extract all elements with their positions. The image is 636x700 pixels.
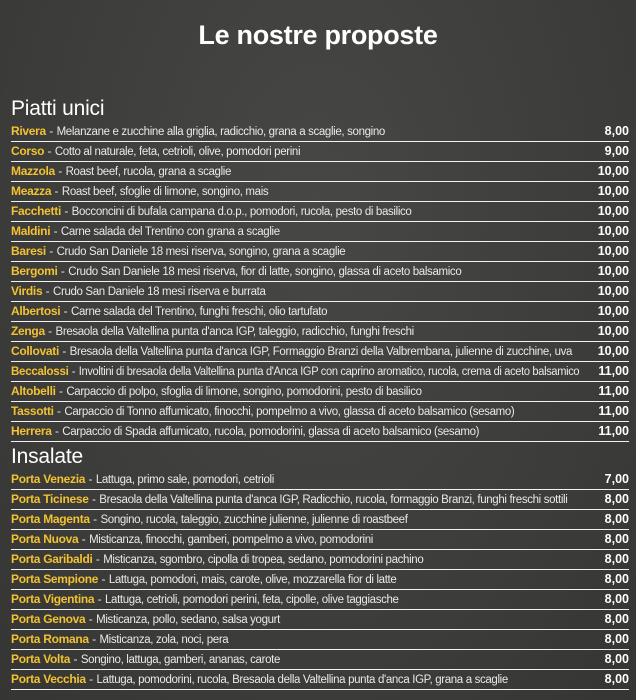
menu-item [11, 490, 629, 510]
dish-description: Carne salada del Trentino, funghi freschi, olio tartufato [70, 306, 328, 318]
menu-item-text [11, 570, 396, 589]
menu-item-text [11, 402, 514, 421]
dish-price: 10,00 [597, 344, 629, 358]
dish-description: Crudo San Daniele 18 mesi riserva e burrata [53, 286, 266, 298]
dish-name: Porta Romana [11, 632, 89, 646]
dish-price: 9,00 [604, 144, 629, 158]
dish-description: Carpaccio di Tonno affumicato, finocchi, pompelmo a vivo, glassa di aceto balsamico (sesamo) [64, 406, 515, 418]
dish-name: Porta Garibaldi [11, 552, 93, 566]
dish-separator: - [51, 424, 63, 438]
menu-item [11, 630, 629, 650]
menu-item-text [11, 630, 228, 649]
menu-item-text [11, 550, 423, 569]
dish-separator: - [68, 364, 79, 378]
dish-description: Crudo San Daniele 18 mesi riserva, songino, grana a scaglie [56, 246, 346, 258]
dish-price: 10,00 [597, 264, 629, 278]
dish-separator: - [98, 572, 109, 586]
dish-description: Lattuga, cetrioli, pomodori perini, feta, cipolle, olive taggiasche [104, 594, 399, 606]
dish-description: Songino, lattuga, gamberi, ananas, carote [80, 654, 281, 666]
dish-separator: - [89, 512, 101, 526]
menu-item-text [11, 302, 327, 321]
dish-price: 8,00 [604, 612, 629, 626]
menu-item [11, 570, 629, 590]
menu-item [11, 302, 629, 322]
dish-separator: - [51, 184, 62, 198]
dish-name: Porta Venezia [11, 472, 86, 486]
dish-name: Beccalossi [11, 364, 69, 378]
dish-price: 8,00 [604, 632, 629, 646]
dish-separator: - [45, 124, 57, 138]
dish-separator: - [60, 204, 72, 218]
dish-description: Involtini di bresaola della Valtellina punta d'Anca IGP con caprino aromatico, rucola, crema di aceto balsamico [78, 366, 580, 378]
section-piatti-unici [11, 96, 629, 442]
dish-price: 8,00 [604, 492, 629, 506]
dish-price: 8,00 [604, 592, 629, 606]
menu-item [11, 530, 629, 550]
menu-list [11, 122, 629, 442]
menu-item [11, 122, 629, 142]
dish-separator: - [88, 492, 100, 506]
dish-separator: - [42, 284, 54, 298]
dish-name: Maldini [11, 224, 51, 238]
dish-name: Porta Volta [11, 652, 71, 666]
dish-price: 11,00 [598, 404, 629, 418]
dish-price: 10,00 [597, 324, 629, 338]
dish-price: 8,00 [604, 652, 629, 666]
menu-item-text [11, 650, 280, 669]
menu-item [11, 670, 629, 690]
menu-item [11, 422, 629, 442]
dish-price: 10,00 [597, 304, 629, 318]
menu-item-text [11, 510, 408, 529]
dish-description: Roast beef, rucola, grana a scaglie [65, 166, 232, 178]
dish-name: Mazzola [11, 164, 55, 178]
menu-item-text [11, 122, 385, 141]
menu-item-text [11, 590, 399, 609]
page-title: Le nostre proposte [198, 20, 438, 50]
dish-name: Porta Nuova [11, 532, 79, 546]
dish-price: 11,00 [598, 364, 629, 378]
menu-item [11, 550, 629, 570]
dish-description: Lattuga, pomodori, mais, carote, olive, mozzarella fior di latte [108, 574, 397, 586]
dish-name: Albertosi [11, 304, 61, 318]
menu-item-text [11, 422, 479, 441]
section-insalate [11, 444, 629, 690]
dish-separator: - [85, 672, 97, 686]
menu-item-text [11, 162, 231, 181]
dish-price: 8,00 [604, 124, 629, 138]
menu-item [11, 590, 629, 610]
dish-price: 10,00 [597, 164, 629, 178]
menu-item [11, 402, 629, 422]
dish-separator: - [92, 552, 104, 566]
dish-name: Baresi [11, 244, 46, 258]
dish-price: 8,00 [604, 532, 629, 546]
dish-name: Porta Genova [11, 612, 86, 626]
dish-description: Roast beef, sfoglie di limone, songino, mais [61, 186, 269, 198]
menu-item [11, 182, 629, 202]
menu-item-text [11, 282, 266, 301]
dish-price: 11,00 [598, 384, 629, 398]
dish-name: Tassotti [11, 404, 54, 418]
menu-item [11, 262, 629, 282]
menu-item [11, 242, 629, 262]
section-title: Insalate [11, 445, 83, 468]
menu-item-text [11, 222, 280, 241]
menu-item-text [11, 342, 572, 361]
dish-price: 10,00 [597, 244, 629, 258]
dish-price: 7,00 [604, 472, 629, 486]
menu-item-text [11, 490, 567, 509]
dish-separator: - [55, 384, 67, 398]
dish-description: Carpaccio di Spada affumicato, rucola, pomodorini, glassa di aceto balsamico (sesamo) [62, 426, 480, 438]
dish-separator: - [50, 224, 61, 238]
dish-description: Crudo San Daniele 18 mesi riserva, fior di latte, songino, glassa di aceto balsamico [68, 266, 462, 278]
dish-name: Facchetti [11, 204, 61, 218]
menu-item [11, 362, 629, 382]
dish-description: Carpaccio di polpo, sfoglia di limone, songino, pomodorini, pesto di basilico [66, 386, 422, 398]
menu-item [11, 162, 629, 182]
dish-description: Bocconcini di bufala campana d.o.p., pomodori, rucola, pesto di basilico [71, 206, 412, 218]
dish-separator: - [54, 164, 66, 178]
menu-item [11, 470, 629, 490]
dish-price: 11,00 [598, 424, 629, 438]
dish-separator: - [85, 612, 97, 626]
dish-name: Meazza [11, 184, 52, 198]
menu-item [11, 342, 629, 362]
dish-name: Virdis [11, 284, 43, 298]
dish-price: 8,00 [604, 572, 629, 586]
menu-item-text [11, 382, 422, 401]
menu-item [11, 202, 629, 222]
menu-item [11, 650, 629, 670]
menu-item-text [11, 182, 268, 201]
dish-price: 8,00 [604, 552, 629, 566]
dish-separator: - [70, 652, 81, 666]
dish-price: 10,00 [597, 284, 629, 298]
dish-description: Carne salada del Trentino con grana a scaglie [60, 226, 280, 238]
dish-separator: - [58, 344, 70, 358]
dish-separator: - [88, 632, 100, 646]
menu-item-text [11, 530, 373, 549]
dish-separator: - [78, 532, 90, 546]
dish-description: Misticanza, sgombro, cipolla di tropea, sedano, pomodorini pachino [103, 554, 424, 566]
menu-item [11, 282, 629, 302]
menu-item-text [11, 610, 280, 629]
menu-item [11, 222, 629, 242]
menu-list [11, 470, 629, 690]
menu-item-text [11, 670, 508, 689]
dish-name: Altobelli [11, 384, 56, 398]
dish-description: Bresaola della Valtellina punta d'anca IGP, Formaggio Branzi della Valbrembana, julienne di zucchine, uva [69, 346, 573, 358]
dish-separator: - [44, 144, 55, 158]
dish-description: Cotto al naturale, feta, cetrioli, olive, pomodori perini [54, 146, 301, 158]
menu-item [11, 142, 629, 162]
dish-separator: - [44, 324, 56, 338]
dish-name: Zenga [11, 324, 45, 338]
menu-item-text [11, 470, 274, 489]
dish-name: Porta Sempione [11, 572, 99, 586]
dish-description: Songino, rucola, taleggio, zucchine julienne, julienne di roastbeef [100, 514, 408, 526]
menu-item [11, 510, 629, 530]
menu-item [11, 322, 629, 342]
dish-name: Porta Magenta [11, 512, 90, 526]
dish-name: Bergomi [11, 264, 58, 278]
dish-name: Herrera [11, 424, 52, 438]
dish-description: Misticanza, pollo, sedano, salsa yogurt [96, 614, 280, 626]
dish-price: 10,00 [597, 184, 629, 198]
dish-price: 10,00 [597, 204, 629, 218]
menu-item-text [11, 322, 414, 341]
dish-name: Corso [11, 144, 45, 158]
menu-item [11, 610, 629, 630]
menu-item-text [11, 142, 300, 161]
dish-name: Porta Vecchia [11, 672, 86, 686]
menu-item-text [11, 362, 579, 381]
dish-description: Melanzane e zucchine alla griglia, radicchio, grana a scaglie, songino [56, 126, 385, 138]
dish-separator: - [53, 404, 65, 418]
dish-description: Misticanza, finocchi, gamberi, pompelmo a vivo, pomodorini [89, 534, 374, 546]
dish-separator: - [94, 592, 105, 606]
dish-separator: - [85, 472, 96, 486]
dish-price: 10,00 [597, 224, 629, 238]
dish-separator: - [60, 304, 71, 318]
menu-item-text [11, 202, 411, 221]
dish-separator: - [45, 244, 57, 258]
dish-description: Lattuga, pomodorini, rucola, Bresaola della Valtellina punta d'anca IGP, grana a scaglie [96, 674, 508, 686]
menu-item-text [11, 242, 345, 261]
dish-name: Rivera [11, 124, 46, 138]
dish-description: Lattuga, primo sale, pomodori, cetrioli [95, 474, 274, 486]
dish-price: 8,00 [604, 672, 629, 686]
dish-name: Collovati [11, 344, 59, 358]
dish-description: Bresaola della Valtellina punta d'anca IGP, Radicchio, rucola, formaggio Branzi, funghi freschi sottili [99, 494, 568, 506]
dish-separator: - [57, 264, 69, 278]
section-title: Piatti unici [11, 97, 105, 120]
dish-price: 8,00 [604, 512, 629, 526]
dish-name: Porta Ticinese [11, 492, 89, 506]
dish-description: Misticanza, zola, noci, pera [99, 634, 229, 646]
dish-name: Porta Vigentina [11, 592, 95, 606]
menu-item-text [11, 262, 461, 281]
menu-item [11, 382, 629, 402]
dish-description: Bresaola della Valtellina punta d'anca IGP, taleggio, radicchio, funghi freschi [55, 326, 414, 338]
